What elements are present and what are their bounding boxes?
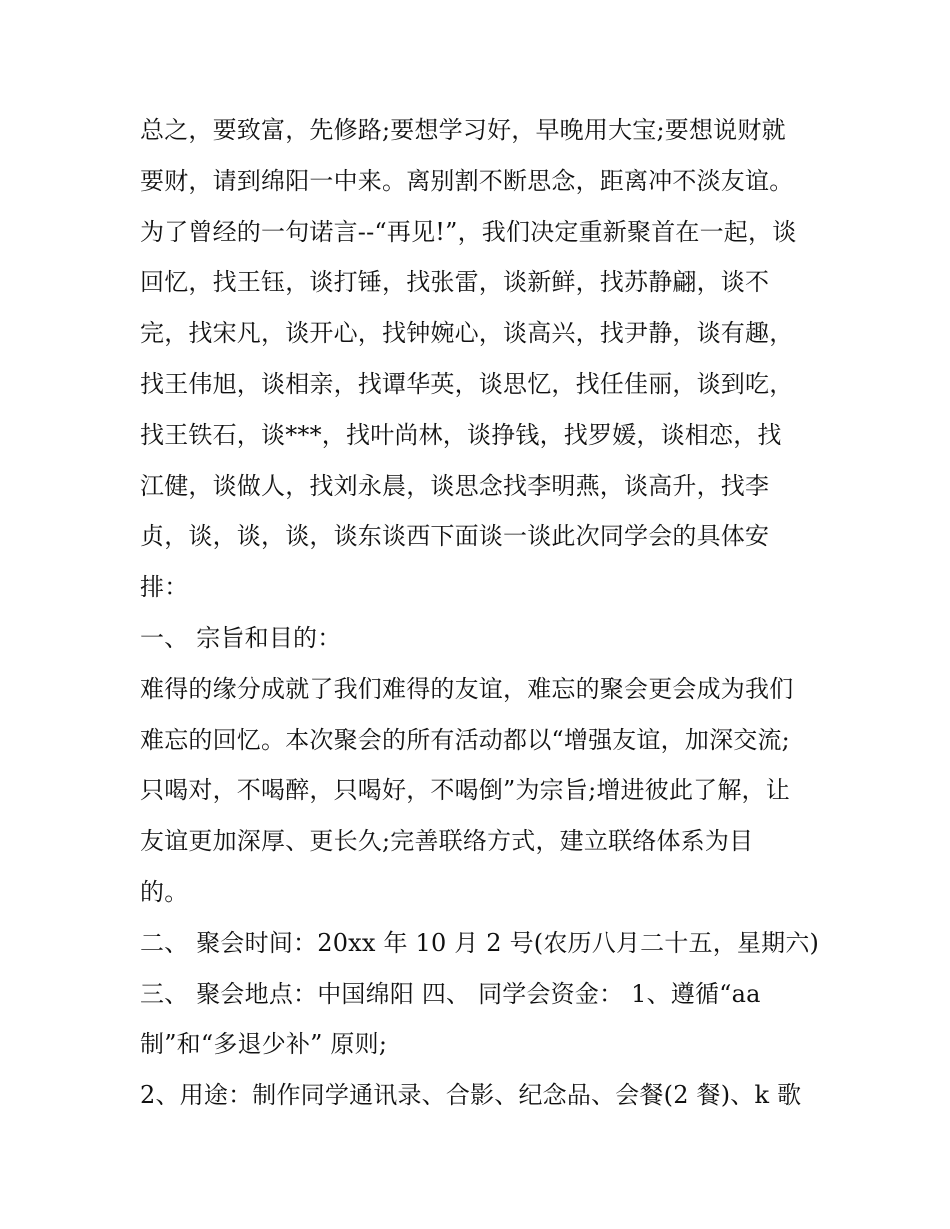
- text-line: 排：: [140, 573, 189, 602]
- list-item: 2、用途：制作同学通讯录、合影、纪念品、会餐(2 餐)、k 歌: [140, 1081, 802, 1110]
- text-line: 要财，请到绵阳一中来。离别割不断思念，距离冲不淡友谊。: [140, 166, 794, 195]
- text-line: 难忘的回忆。本次聚会的所有活动都以“增强友谊，加深交流;: [140, 725, 790, 754]
- text-line: 找王铁石，谈***，找叶尚林，谈挣钱，找罗媛，谈相恋，找: [140, 420, 782, 449]
- text-line: 江健，谈做人，找刘永晨，谈思念找李明燕，谈高升，找李: [140, 471, 770, 500]
- text-line: 找王伟旭，谈相亲，找谭华英，谈思忆，找任佳丽，谈到吃，: [140, 369, 794, 398]
- text-line: 只喝对，不喝醉，只喝好，不喝倒”为宗旨;增进彼此了解，让: [140, 776, 790, 805]
- text-line: 回忆，找王钰，谈打锤，找张雷，谈新鲜，找苏静翩，谈不: [140, 268, 770, 297]
- section-heading: 二、 聚会时间：20xx 年 10 月 2 号(农历八月二十五，星期六): [140, 928, 820, 957]
- text-line: 总之，要致富，先修路;要想学习好，早晚用大宝;要想说财就: [140, 116, 786, 144]
- body-text: [140, 108, 820, 1124]
- text-line: 贞，谈，谈，谈，谈东谈西下面谈一谈此次同学会的具体安: [140, 522, 770, 551]
- text-line: 难得的缘分成就了我们难得的友谊，难忘的聚会更会成为我们: [140, 674, 794, 703]
- text-line: 的。: [140, 877, 189, 906]
- text-line: 为了曾经的一句诺言--“再见!”，我们决定重新聚首在一起，谈: [140, 217, 797, 246]
- text-line: 友谊更加深厚、更长久;完善联络方式，建立联络体系为目: [140, 827, 754, 856]
- section-heading: 三、 聚会地点：中国绵阳 四、 同学会资金： 1、遵循“aa: [140, 979, 761, 1008]
- text-line: 制”和“多退少补” 原则;: [140, 1030, 388, 1059]
- text-line: 完，找宋凡，谈开心，找钟婉心，谈高兴，找尹静，谈有趣，: [140, 319, 794, 348]
- section-heading: 一、 宗旨和目的：: [140, 623, 342, 652]
